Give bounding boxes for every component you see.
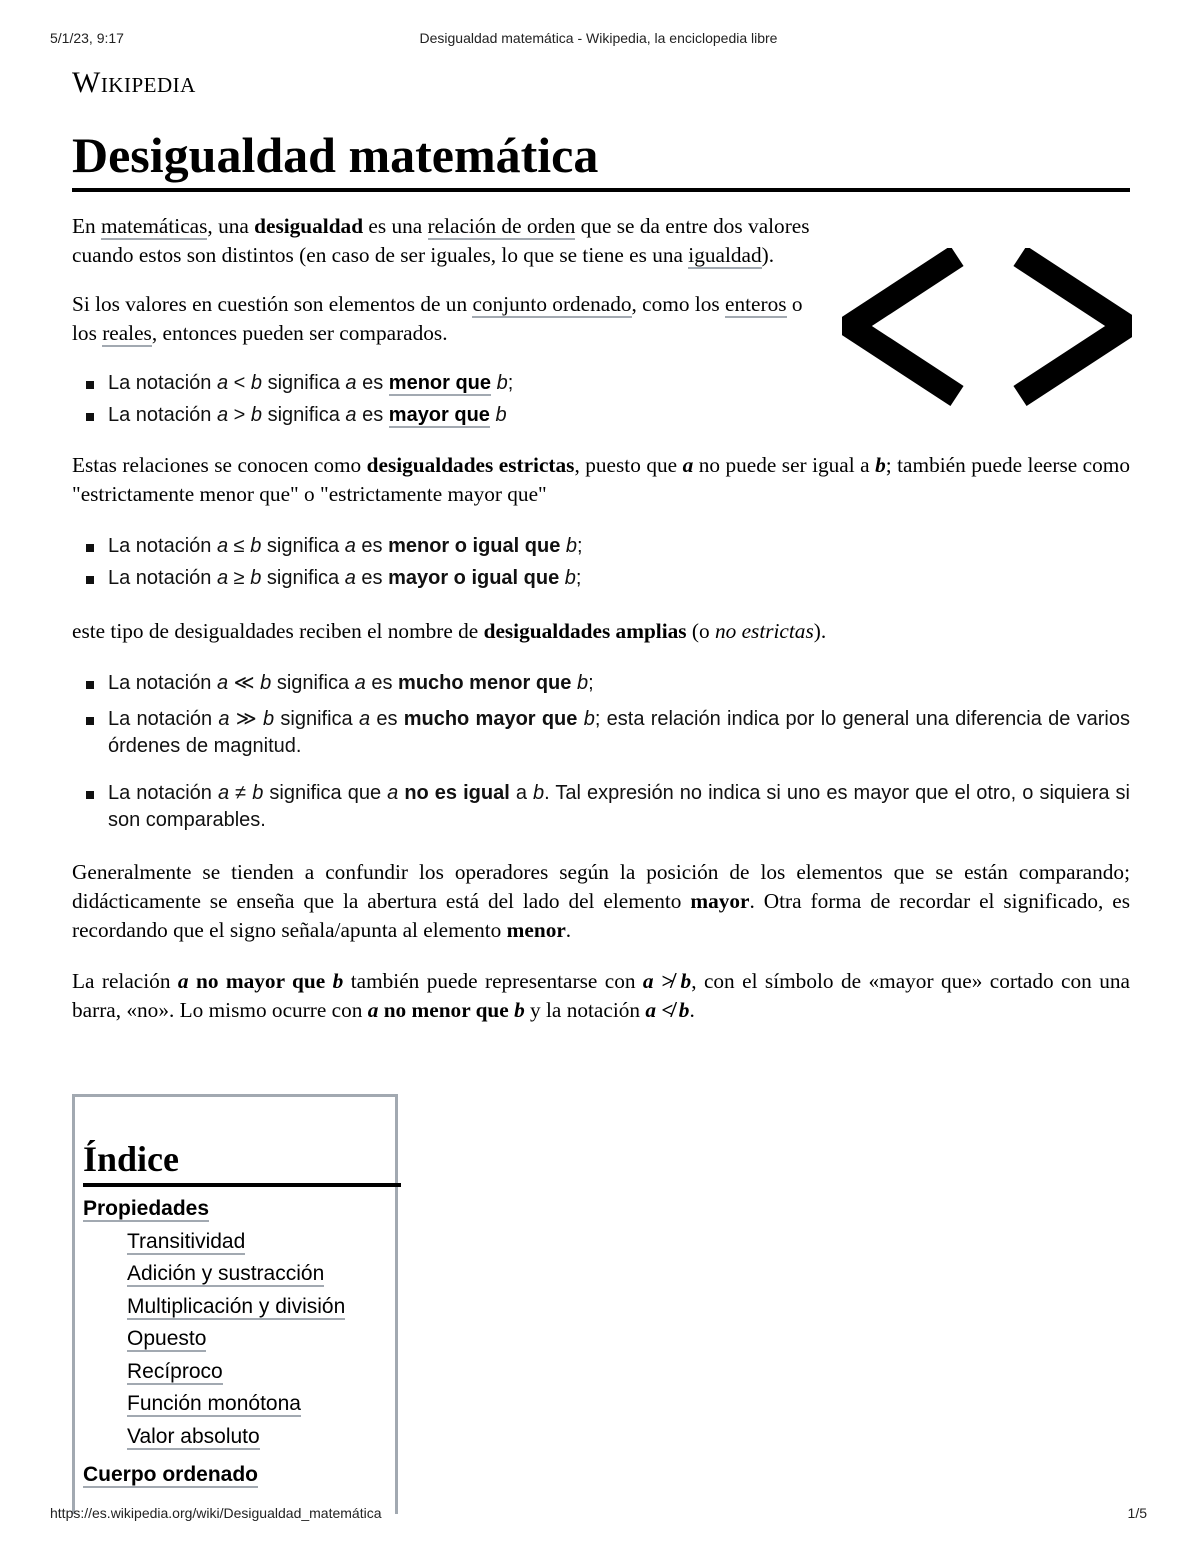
toc-item-valor-absoluto <box>83 1421 387 1454</box>
toc-link[interactable]: Propiedades <box>83 1197 210 1220</box>
var-b: b <box>576 672 589 694</box>
text-run: también puede representarse con <box>343 969 643 993</box>
expression-not-greater: a ≯ b <box>642 969 692 993</box>
list-item <box>72 370 1130 397</box>
operator: ≫ <box>229 708 264 730</box>
var-a: a <box>344 567 356 589</box>
text-run: . Tal expresión no indica si uno es mayor que el otro, o siquiera si son comparables. <box>108 782 1130 831</box>
text-run: y la notación <box>524 998 646 1022</box>
toc-item-multiplicacion <box>83 1291 387 1324</box>
list-item <box>72 402 1130 429</box>
term-no-estrictas: no estrictas <box>714 619 814 643</box>
list-item <box>72 780 1130 834</box>
link-reales[interactable]: reales <box>102 321 152 345</box>
paragraph-negated <box>72 967 1130 1025</box>
var-a: a <box>345 372 357 394</box>
var-b: b <box>252 782 264 804</box>
text-run: , entonces pueden ser comparados. <box>151 321 448 345</box>
not-equal-list <box>72 780 1130 834</box>
text-run: Si los valores en cuestión son elementos de un <box>72 292 473 316</box>
operator: ≠ <box>229 782 253 804</box>
paragraph-strict <box>72 451 1130 509</box>
wikipedia-wordmark[interactable]: Wikipedia <box>72 66 196 99</box>
toc-link[interactable]: Adición y sustracción <box>127 1262 325 1285</box>
text-run: es <box>356 404 389 426</box>
text-run: es <box>355 535 389 557</box>
var-b: b <box>260 672 272 694</box>
toc-item-funcion-monotona <box>83 1388 387 1421</box>
text-run: es <box>356 372 389 394</box>
toc-item-opuesto <box>83 1323 387 1356</box>
text-run: significa <box>274 708 359 730</box>
toc-item-adicion <box>83 1258 387 1291</box>
toc-divider <box>83 1183 401 1187</box>
operator: > <box>228 404 251 426</box>
wide-inequalities-list <box>72 533 1130 592</box>
expression-not-less: a ≮ b <box>645 998 690 1022</box>
term-desigualdad: desigualdad <box>254 214 364 238</box>
text-run: ; <box>577 535 583 557</box>
toc-link[interactable]: Recíproco <box>127 1359 223 1383</box>
article-content <box>72 212 1130 1025</box>
text-run: ; también puede leerse como "estrictamente menor que" o "estrictamente mayor que" <box>72 453 1130 506</box>
table-of-contents <box>72 1094 398 1514</box>
text-run: La relación <box>72 969 178 993</box>
list-item <box>72 706 1130 760</box>
text-run: es una <box>363 214 428 238</box>
text-run: ; <box>575 567 582 589</box>
text-run: , una <box>207 214 255 238</box>
var-b: b <box>263 708 275 730</box>
print-url: https://es.wikipedia.org/wiki/Desigualdad_matemática <box>50 1505 382 1521</box>
var-b: b <box>564 567 576 589</box>
text-run: significa <box>271 672 355 694</box>
text-run: La notación <box>108 567 217 589</box>
var-a: a <box>354 672 366 694</box>
var-b: b <box>495 404 507 426</box>
list-item <box>72 565 1130 592</box>
term-no-es-igual: no es igual <box>404 782 510 804</box>
intro-paragraph-1 <box>72 212 826 270</box>
var-a: a <box>358 708 371 730</box>
toc-link[interactable]: Función monótona <box>127 1392 301 1415</box>
page-number: 1/5 <box>1127 1505 1147 1521</box>
title-divider <box>72 188 1130 192</box>
toc-title: Índice <box>83 1139 180 1179</box>
intro-text <box>72 212 826 348</box>
toc-list <box>83 1193 387 1492</box>
text-run: , con el símbolo de «mayor que» cortado con una barra, «no». Lo mismo ocurre con <box>72 969 1130 1022</box>
text-run: es <box>370 708 404 730</box>
term-desigualdades-estrictas: desigualdades estrictas <box>366 453 575 477</box>
text-run: no puede ser igual a <box>693 453 876 477</box>
link-menor-que[interactable]: menor que <box>388 372 492 394</box>
text-run: La notación <box>108 404 217 426</box>
text-run: Estas relaciones se conocen como <box>72 453 367 477</box>
toc-item-cuerpo-ordenado <box>83 1459 387 1492</box>
text-run: La notación <box>108 372 217 394</box>
operator: < <box>228 372 251 394</box>
toc-item-reciproco <box>83 1356 387 1389</box>
var-a: a <box>367 998 379 1022</box>
text-run: es <box>355 567 389 589</box>
term-menor-o-igual-que: menor o igual que <box>388 535 561 557</box>
print-footer <box>50 1505 1147 1525</box>
toc-link[interactable]: Transitividad <box>127 1229 246 1253</box>
text-run: La notación <box>108 708 219 730</box>
term-mucho-mayor-que: mucho mayor que <box>403 708 578 730</box>
much-inequalities-list <box>72 670 1130 760</box>
text-run: que se da entre dos valores cuando estos son distintos (en caso de ser iguales, lo que se tiene es una <box>72 214 810 267</box>
var-b: b <box>250 535 262 557</box>
text-run: (o <box>686 619 715 643</box>
var-b: b <box>332 969 344 993</box>
text-run: significa <box>262 372 346 394</box>
term-mucho-menor-que: mucho menor que <box>398 672 572 694</box>
text-run: ). <box>761 243 775 267</box>
intro-paragraph-2 <box>72 290 826 348</box>
toc-link[interactable]: Valor absoluto <box>127 1424 260 1448</box>
text-run: es <box>365 672 399 694</box>
print-document-title: Desigualdad matemática - Wikipedia, la enciclopedia libre <box>419 30 778 46</box>
var-b: b <box>533 782 545 804</box>
text-run: ; esta relación indica por lo general una diferencia de varios órdenes de magnitud. <box>108 708 1130 757</box>
operator: ≤ <box>228 535 251 557</box>
text-run: La notación <box>108 535 217 557</box>
link-enteros[interactable]: enteros <box>725 292 787 316</box>
var-a: a <box>345 404 357 426</box>
term-no-menor-que: no menor que <box>383 998 509 1022</box>
text-run: . <box>689 998 695 1022</box>
link-relacion-de-orden[interactable]: relación de orden <box>427 214 576 238</box>
var-b: b <box>565 535 578 557</box>
text-run: . Otra forma de recordar el significado, es recordando que el signo señala/apunta al elemento <box>72 889 1130 942</box>
var-b: b <box>496 372 508 394</box>
text-run: ). <box>813 619 827 643</box>
text-run: Generalmente se tienden a confundir los operadores según la posición de los elementos que se están comparando; didácticamente se enseña que la abertura está del lado del elemento <box>72 860 1130 913</box>
text-run: La notación <box>108 672 217 694</box>
text-run <box>325 969 332 993</box>
text-run: significa <box>261 567 345 589</box>
paragraph-wide <box>72 617 1130 646</box>
text-run: , como los <box>631 292 725 316</box>
text-run: a <box>509 782 534 804</box>
text-run: o los <box>72 292 803 345</box>
var-a: a <box>387 782 399 804</box>
print-date: 5/1/23, 9:17 <box>50 30 124 46</box>
var-a: a <box>216 535 229 557</box>
term-mayor-o-igual-que: mayor o igual que <box>388 567 560 589</box>
operator: ≥ <box>228 567 251 589</box>
var-a: a <box>682 453 694 477</box>
toc-link[interactable]: Cuerpo ordenado <box>83 1463 259 1486</box>
term-no-mayor-que: no mayor que <box>195 969 326 993</box>
toc-link[interactable]: Multiplicación y división <box>127 1294 346 1318</box>
text-run: significa <box>261 535 345 557</box>
toc-item-transitividad <box>83 1226 387 1259</box>
var-a: a <box>216 567 229 589</box>
var-b: b <box>875 453 886 477</box>
var-a: a <box>177 969 189 993</box>
link-igualdad[interactable]: igualdad <box>688 243 762 267</box>
list-item <box>72 670 1130 697</box>
link-mayor-que[interactable]: mayor que <box>388 404 490 426</box>
intro-section <box>72 212 1130 348</box>
page-title: Desigualdad matemática <box>72 127 599 183</box>
var-a: a <box>216 372 229 394</box>
text-run: ; <box>588 672 594 694</box>
var-a: a <box>217 782 230 804</box>
toc-link[interactable]: Opuesto <box>127 1327 207 1350</box>
toc-item-propiedades <box>83 1193 387 1226</box>
text-run: En <box>72 214 101 238</box>
var-b: b <box>583 708 595 730</box>
var-a: a <box>218 708 230 730</box>
var-b: b <box>514 998 525 1022</box>
text-run <box>189 969 196 993</box>
var-a: a <box>216 404 229 426</box>
text-run: , puesto que <box>574 453 683 477</box>
list-item <box>72 533 1130 560</box>
paragraph-operators <box>72 858 1130 945</box>
operator: ≪ <box>228 672 261 694</box>
link-matematicas[interactable]: matemáticas <box>100 214 208 238</box>
text-run: . <box>565 918 572 942</box>
var-b: b <box>250 404 263 426</box>
term-mayor: mayor <box>690 889 750 913</box>
var-a: a <box>344 535 356 557</box>
text-run: ; <box>507 372 514 394</box>
print-header <box>50 30 1147 50</box>
term-desigualdades-amplias: desigualdades amplias <box>483 619 687 643</box>
var-b: b <box>250 567 262 589</box>
text-run: La notación <box>108 782 218 804</box>
text-run: significa <box>262 404 346 426</box>
link-conjunto-ordenado[interactable]: conjunto ordenado <box>472 292 632 316</box>
text-run: este tipo de desigualdades reciben el nombre de <box>72 619 484 643</box>
term-menor: menor <box>506 918 566 942</box>
text-run: significa que <box>263 782 388 804</box>
var-a: a <box>216 672 229 694</box>
var-b: b <box>250 372 263 394</box>
